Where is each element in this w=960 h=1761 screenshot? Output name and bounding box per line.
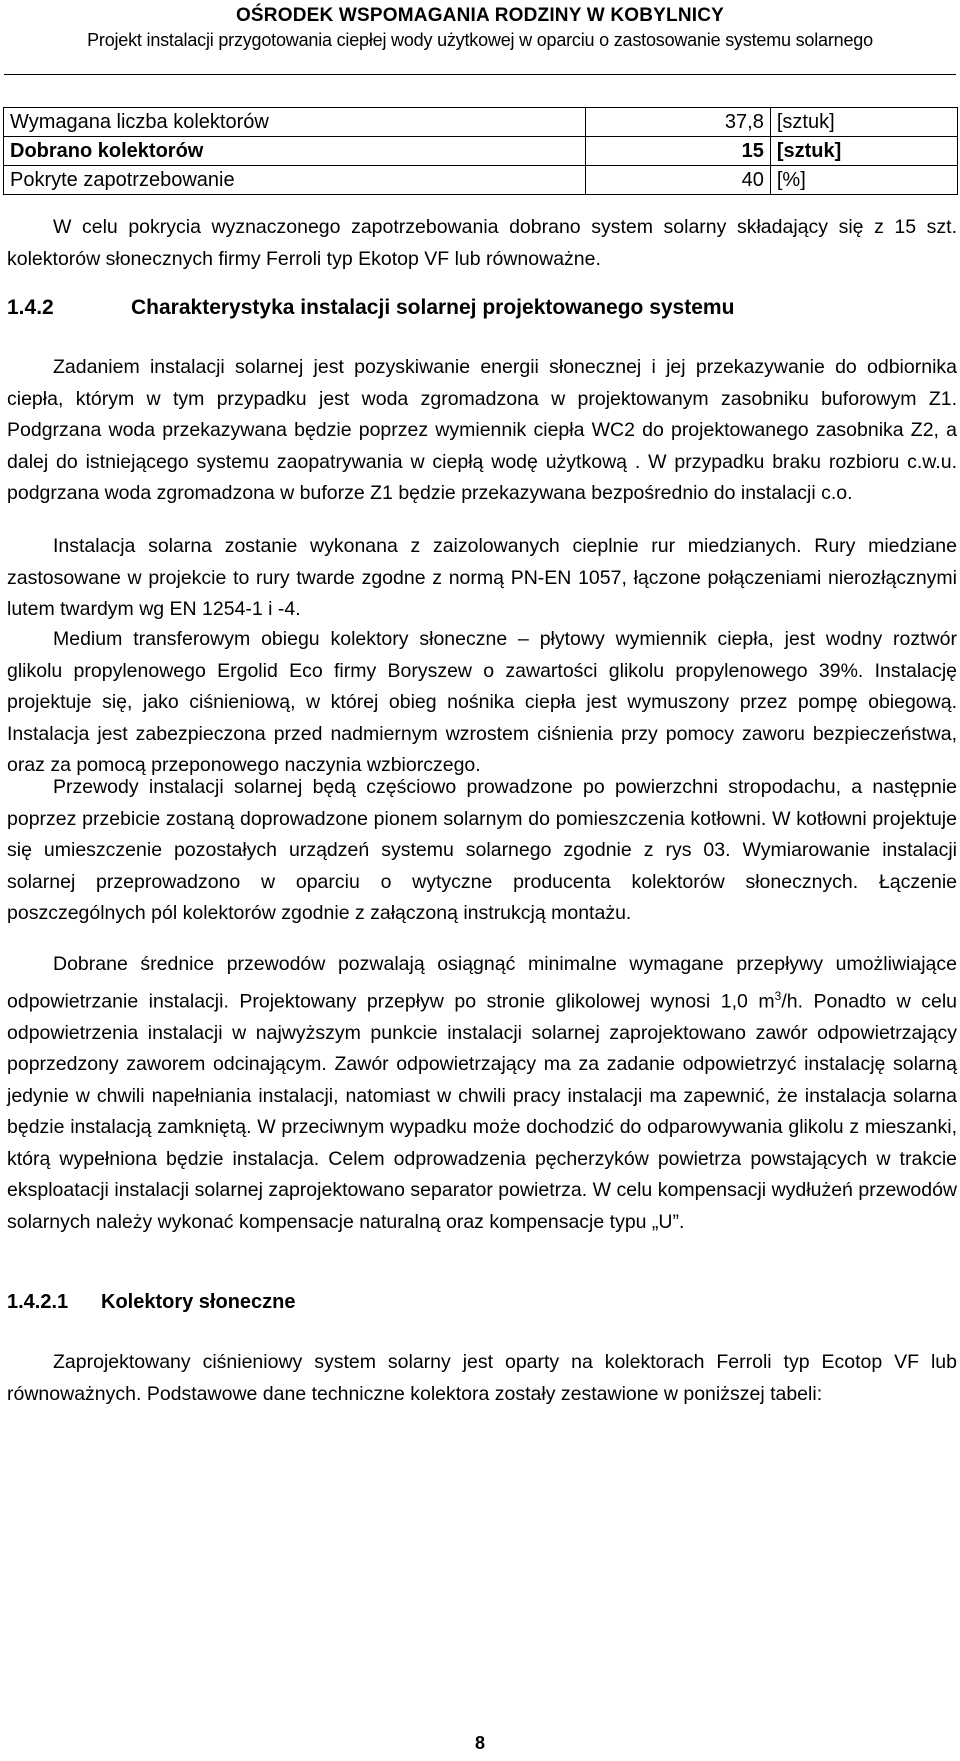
row-unit: [%] <box>770 166 957 195</box>
page-header <box>0 4 960 52</box>
paragraph-6: Zaprojektowany ciśnieniowy system solarny jest oparty na kolektorach Ferroli typ Ecotop VF lub równoważnych. Podstawowe dane techniczne kolektora zostały zestawione w poniższej tabeli: <box>7 1351 957 1405</box>
table-row <box>4 108 958 137</box>
paragraph-5-part-2: /h. Ponadto w celu odpowietrzenia instalacji w najwyższym punkcie instalacji solarnej zaprojektowano zawór odpowietrzający poprzedzony zaworem odcinającym. Zawór odpowietrzający ma za zadanie odpowietrzyć instalację solarną jedynie w chwili napełniania instalacji, natomiast w chwili pracy instalacji ma zapewnić, że instalacja solarna będzie instalacją zamkniętą. W przeciwnym wypadku może dochodzić do odparowywania glikolu z mieszanki, którą wypełniona będzie instalacja. Celem odprowadzenia pęcherzyków powietrza powstających w trakcie eksploatacji instalacji solarnej zaprojektowano separator powietrza. W celu kompensacji wydłużeń przewodów solarnych należy wykonać kompensacje naturalną oraz kompensacje typu „U”. <box>7 990 958 1233</box>
paragraph-4: Przewody instalacji solarnej będą częściowo prowadzone po powierzchni stropodachu, a następnie poprzez przebicie zostaną doprowadzone pionem solarnym do pomieszczenia kotłowni. W kotłowni projektuje się umieszczenie pozostałych urządzeń systemu solarnego zgodnie z rys 03. Wymiarowanie instalacji solarnej przeprowadzono w oparciu o wytyczne producenta kolektorów słonecznych. Łączenie poszczególnych pól kolektorów zgodnie z załączoną instrukcją montażu. <box>7 776 957 924</box>
paragraph-3: Medium transferowym obiegu kolektory słoneczne – płytowy wymiennik ciepła, jest wodny roztwór glikolu propylenowego Ergolid Eco firmy Boryszew o zawartości glikolu propylenowego 39%. Instalację projektuje się, jako ciśnieniową, w której obieg nośnika ciepła jest wymuszony przez pompę obiegową. Instalacja jest zabezpieczona przed nadmiernym wzrostem ciśnienia przy pomocy zaworu bezpieczeństwa, oraz za pomocą przeponowego naczynia wzbiorczego. <box>7 628 957 776</box>
superscript: 3 <box>774 988 782 1003</box>
collector-summary-table <box>3 107 958 195</box>
row-label: Pokryte zapotrzebowanie <box>4 166 586 195</box>
table-row <box>4 166 958 195</box>
subsection-heading <box>7 1291 296 1314</box>
paragraph-5-part-1: Dobrane średnice przewodów pozwalają osiągnąć minimalne wymagane przepływy umożliwiające odpowietrzanie instalacji. Projektowany przepływ po stronie glikolowej wynosi 1,0 m <box>7 953 957 1012</box>
section-title: Charakterystyka instalacji solarnej projektowanego systemu <box>131 296 735 319</box>
page-number: 8 <box>474 1733 485 1753</box>
row-unit: [sztuk] <box>770 137 957 166</box>
intro-paragraph: W celu pokrycia wyznaczonego zapotrzebowania dobrano system solarny składający się z 15 szt. kolektorów słonecznych firmy Ferroli typ Ekotop VF lub równoważne. <box>7 216 957 270</box>
header-divider <box>4 74 956 75</box>
organization-name: OŚRODEK WSPOMAGANIA RODZINY W KOBYLNICY <box>235 5 725 26</box>
row-label: Dobrano kolektorów <box>4 137 586 166</box>
row-value: 40 <box>585 166 770 195</box>
subsection-number: 1.4.2.1 <box>7 1291 69 1313</box>
row-unit: [sztuk] <box>770 108 957 137</box>
paragraph-2: Instalacja solarna zostanie wykonana z zaizolowanych cieplnie rur miedzianych. Rury miedziane zastosowane w projekcie to rury twarde zgodne z normą PN-EN 1057, łączone połączeniami nierozłącznymi lutem twardym wg EN 1254-1 i -4. <box>7 535 957 620</box>
row-label: Wymagana liczba kolektorów <box>4 108 586 137</box>
subsection-title: Kolektory słoneczne <box>101 1291 296 1313</box>
paragraph-1: Zadaniem instalacji solarnej jest pozyskiwanie energii słonecznej i jej przekazywanie do odbiornika ciepła, którym w tym przypadku jest woda zgromadzona w projektowanym zasobniku buforowym Z1. Podgrzana woda przekazywana będzie poprzez wymiennik ciepła WC2 do projektowanego zasobnika Z2, a dalej do istniejącego systemu zaopatrywania w ciepłą wodę użytkową . W przypadku braku rozbioru c.w.u. podgrzana woda zgromadzona w buforze Z1 będzie przekazywana bezpośrednio do instalacji c.o. <box>7 356 957 504</box>
project-title: Projekt instalacji przygotowania ciepłej wody użytkowej w oparciu o zastosowanie systemu solarnego <box>87 30 873 50</box>
row-value: 15 <box>585 137 770 166</box>
section-number: 1.4.2 <box>7 296 54 319</box>
row-value: 37,8 <box>585 108 770 137</box>
paragraph-5 <box>7 949 957 1238</box>
section-heading <box>7 296 734 320</box>
table-row <box>4 137 958 166</box>
